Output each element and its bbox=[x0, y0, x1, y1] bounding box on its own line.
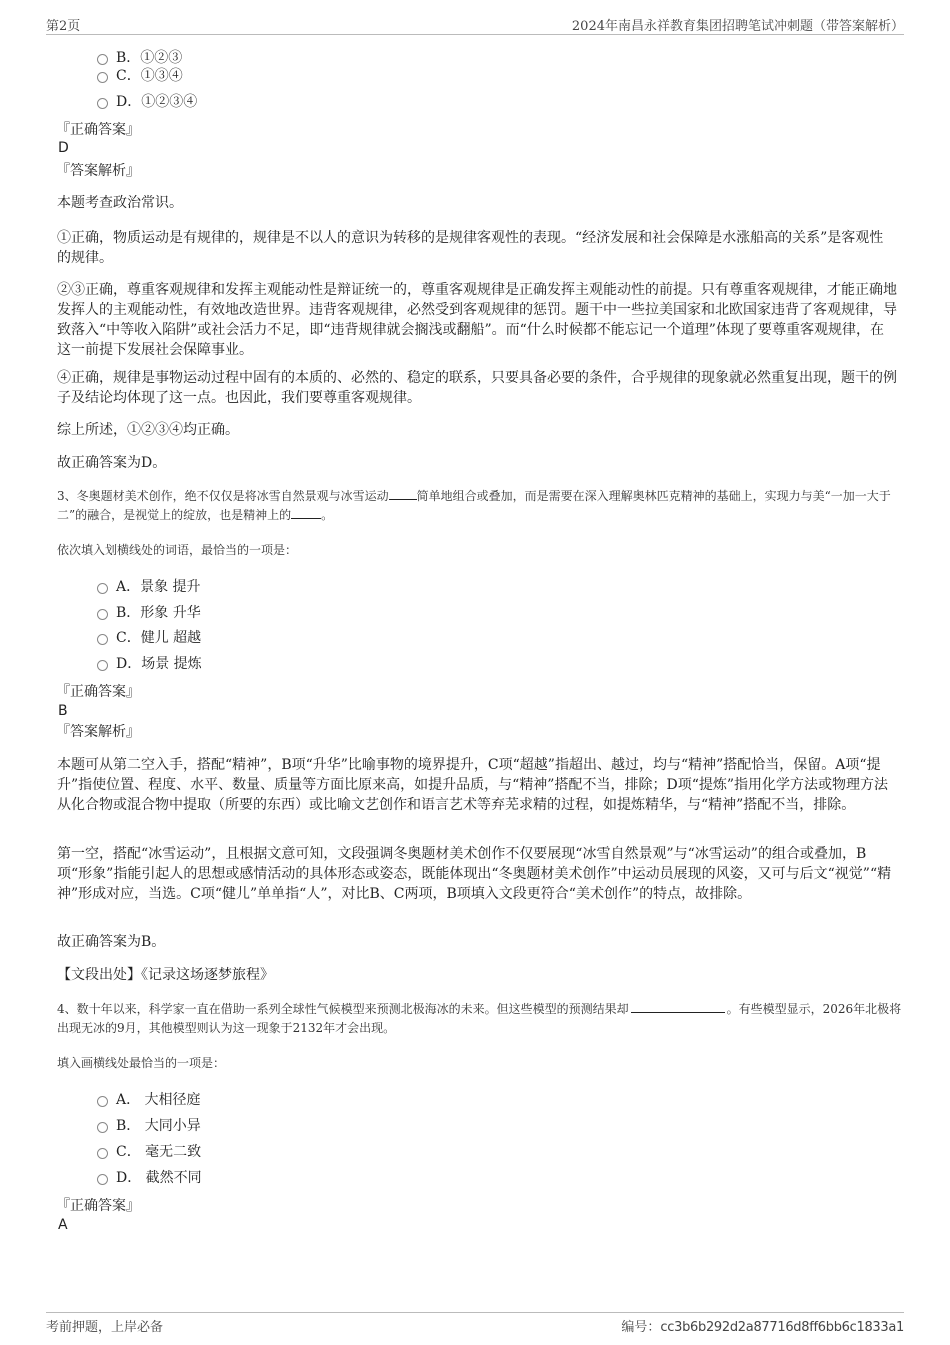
q4-option-a[interactable]: A． 大相径庭 bbox=[97, 1089, 201, 1111]
q3-option-d[interactable]: D．场景 提炼 bbox=[97, 653, 202, 675]
q2-analysis-paragraph: 本题考查政治常识。 bbox=[57, 195, 183, 211]
radio-icon[interactable] bbox=[97, 98, 108, 109]
radio-icon[interactable] bbox=[97, 1122, 108, 1133]
q3-answer-label: 『正确答案』 bbox=[56, 684, 140, 700]
document-title: 2024年南昌永祥教育集团招聘笔试冲刺题（带答案解析） bbox=[571, 19, 904, 34]
footer-slogan: 考前押题，上岸必备 bbox=[46, 1320, 164, 1335]
q4-stem: 4、数十年以来，科学家一直在借助一系列全球性气候模型来预测北极海冰的未来。但这些模型的预测结果却 。有些模型显示，2026年北极将出现无冰的9月，其他模型则认为这一现象于2132年才会出现。 bbox=[57, 1002, 902, 1035]
radio-icon[interactable] bbox=[97, 1174, 108, 1185]
q3-option-c[interactable]: C．健儿 超越 bbox=[97, 627, 201, 649]
radio-icon[interactable] bbox=[97, 72, 108, 83]
q3-source: 【文段出处】《记录这场逐梦旅程》 bbox=[57, 967, 274, 983]
q3-prompt: 依次填入划横线处的词语，最恰当的一项是： bbox=[57, 543, 298, 557]
q3-analysis-paragraph: 本题可从第二空入手，搭配“精神”，B项“升华”比喻事物的境界提升，C项“超越”指超出、越过，均与“精神”搭配恰当，保留。A项“提升”指使位置、程度、水平、数量、质量等方面比原来高，如提升品质，与“精神”搭配不当，排除；D项“提炼”指用化学方法或物理方法从化合物或混合物中提取（所要的东西）或比喻文艺创作和语言艺术等弃芜求精的过程，如提炼精华，与“精神”搭配不当，排除。 bbox=[57, 757, 889, 813]
page-footer bbox=[46, 1312, 904, 1333]
q4-answer-label: 『正确答案』 bbox=[56, 1198, 140, 1214]
q2-option-c[interactable]: C．①③④ bbox=[97, 65, 183, 87]
page-header bbox=[46, 14, 904, 35]
q2-analysis-label: 『答案解析』 bbox=[56, 163, 140, 179]
radio-icon[interactable] bbox=[97, 54, 108, 65]
radio-icon[interactable] bbox=[97, 634, 108, 645]
q2-answer-label: 『正确答案』 bbox=[56, 122, 140, 138]
blank-line bbox=[389, 487, 417, 500]
q2-analysis-paragraph: ④正确，规律是事物运动过程中固有的本质的、必然的、稳定的联系，只要具备必要的条件，合乎规律的现象就必然重复出现，题干的例子及结论均体现了这一点。也因此，我们要尊重客观规律。 bbox=[57, 370, 897, 406]
radio-icon[interactable] bbox=[97, 660, 108, 671]
page-number: 第2页 bbox=[46, 19, 81, 34]
q3-analysis-label: 『答案解析』 bbox=[56, 724, 140, 740]
radio-icon[interactable] bbox=[97, 1096, 108, 1107]
blank-line bbox=[631, 1000, 725, 1013]
blank-line bbox=[291, 506, 321, 519]
q3-option-a[interactable]: A．景象 提升 bbox=[97, 576, 201, 598]
q2-answer: D bbox=[58, 140, 69, 156]
q4-prompt: 填入画横线处最恰当的一项是： bbox=[57, 1056, 226, 1070]
q4-option-d[interactable]: D． 截然不同 bbox=[97, 1167, 202, 1189]
radio-icon[interactable] bbox=[97, 583, 108, 594]
q3-analysis-paragraph: 第一空，搭配“冰雪运动”，且根据文意可知，文段强调冬奥题材美术创作不仅要展现“冰雪自然景观”与“冰雪运动”的组合或叠加，B项“形象”指能引起人的思想或感情活动的具体形态或姿态，既能体现出“冬奥题材美术创作”中运动员展现的风姿，又可与后文“视觉”“精神”形成对应，当选。C项“健儿”单单指“人”，对比B、C两项，B项填入文段更符合“美术创作”的特点，故排除。 bbox=[57, 846, 892, 902]
q2-option-d[interactable]: D．①②③④ bbox=[97, 91, 197, 113]
q3-option-b[interactable]: B．形象 升华 bbox=[97, 602, 201, 624]
q4-option-c[interactable]: C． 毫无二致 bbox=[97, 1141, 201, 1163]
q4-answer: A bbox=[58, 1217, 68, 1233]
q2-analysis-paragraph: 综上所述，①②③④均正确。 bbox=[57, 422, 239, 438]
q3-analysis-paragraph: 故正确答案为B。 bbox=[57, 934, 166, 950]
q3-answer: B bbox=[58, 703, 68, 719]
q2-analysis-paragraph: ①正确，物质运动是有规律的，规律是不以人的意识为转移的是规律客观性的表现。“经济发展和社会保障是水涨船高的关系”是客观性的规律。 bbox=[57, 230, 884, 266]
q2-analysis-paragraph: ②③正确，尊重客观规律和发挥主观能动性是辩证统一的，尊重客观规律是正确发挥主观能动性的前提。只有尊重客观规律，才能正确地发挥人的主观能动性，有效地改造世界。违背客观规律，必然受到客观规律的惩罚。题干中一些拉美国家和北欧国家违背了客观规律，导致落入“中等收入陷阱”或社会活力不足，即“违背规律就会搁浅或翻船”。而“什么时候都不能忘记一个道理”体现了要尊重客观规律，在这一前提下发展社会保障事业。 bbox=[57, 282, 897, 358]
q4-option-b[interactable]: B． 大同小异 bbox=[97, 1115, 201, 1137]
q2-option-b[interactable]: B．①②③ bbox=[97, 47, 182, 69]
radio-icon[interactable] bbox=[97, 1148, 108, 1159]
radio-icon[interactable] bbox=[97, 609, 108, 620]
q3-stem: 3、冬奥题材美术创作，绝不仅仅是将冰雪自然景观与冰雪运动 简单地组合或叠加，而是需要在深入理解奥林匹克精神的基础上，实现力与美“一加一大于二”的融合，是视觉上的绽放，也是精神上的 。 bbox=[57, 489, 891, 522]
document-code: 编号：cc3b6b292d2a87716d8ff6bb6c1833a1 bbox=[621, 1320, 904, 1335]
q2-analysis-paragraph: 故正确答案为D。 bbox=[57, 455, 167, 471]
